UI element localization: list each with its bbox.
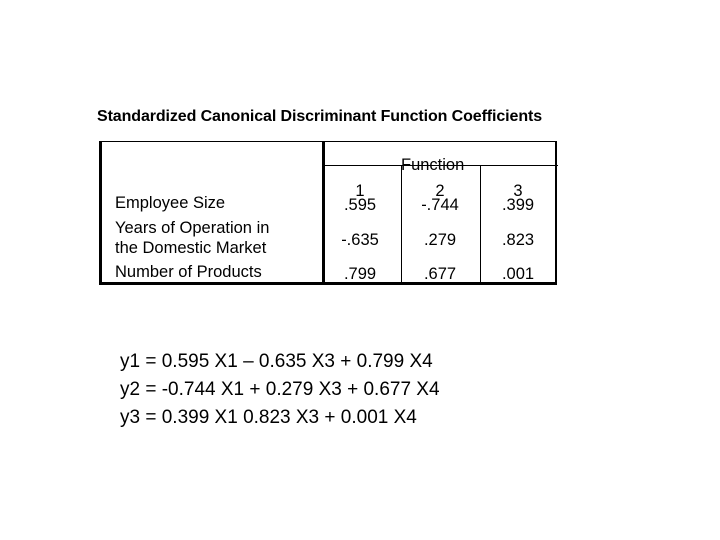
row-label-years-of-operation-line-2: the Domestic Market: [115, 239, 267, 257]
equations-block: [120, 348, 440, 432]
column-separator-1-2: [401, 165, 402, 284]
column-header-2: 2: [435, 182, 445, 200]
equation-y1: y1 = 0.595 X1 – 0.635 X3 + 0.799 X4: [120, 351, 433, 372]
row-label-number-of-products: Number of Products: [115, 263, 262, 281]
table-cell: .799: [343, 265, 377, 283]
table-title: Standardized Canonical Discriminant Function Coefficients: [97, 108, 543, 125]
table-cell: .001: [501, 265, 535, 283]
table-cell: -.744: [421, 196, 459, 214]
table-cell: .595: [343, 196, 377, 214]
column-header-3: 3: [513, 182, 523, 200]
row-label-years-of-operation-line-1: Years of Operation in: [115, 219, 270, 237]
row-label-employee-size: Employee Size: [115, 194, 226, 212]
column-header-1: 1: [355, 182, 365, 200]
column-separator-2-3: [480, 165, 481, 284]
table-cell: -.635: [341, 231, 379, 249]
table-cell: .823: [501, 231, 535, 249]
equation-y2: y2 = -0.744 X1 + 0.279 X3 + 0.677 X4: [120, 379, 440, 400]
table-cell: .399: [501, 196, 535, 214]
coefficients-table: [99, 141, 557, 285]
table-cell: .279: [423, 231, 457, 249]
table-cell: .677: [423, 265, 457, 283]
label-column-separator: [322, 142, 325, 284]
function-header: Function: [401, 156, 465, 174]
equation-y3: y3 = 0.399 X1 0.823 X3 + 0.001 X4: [120, 407, 417, 428]
